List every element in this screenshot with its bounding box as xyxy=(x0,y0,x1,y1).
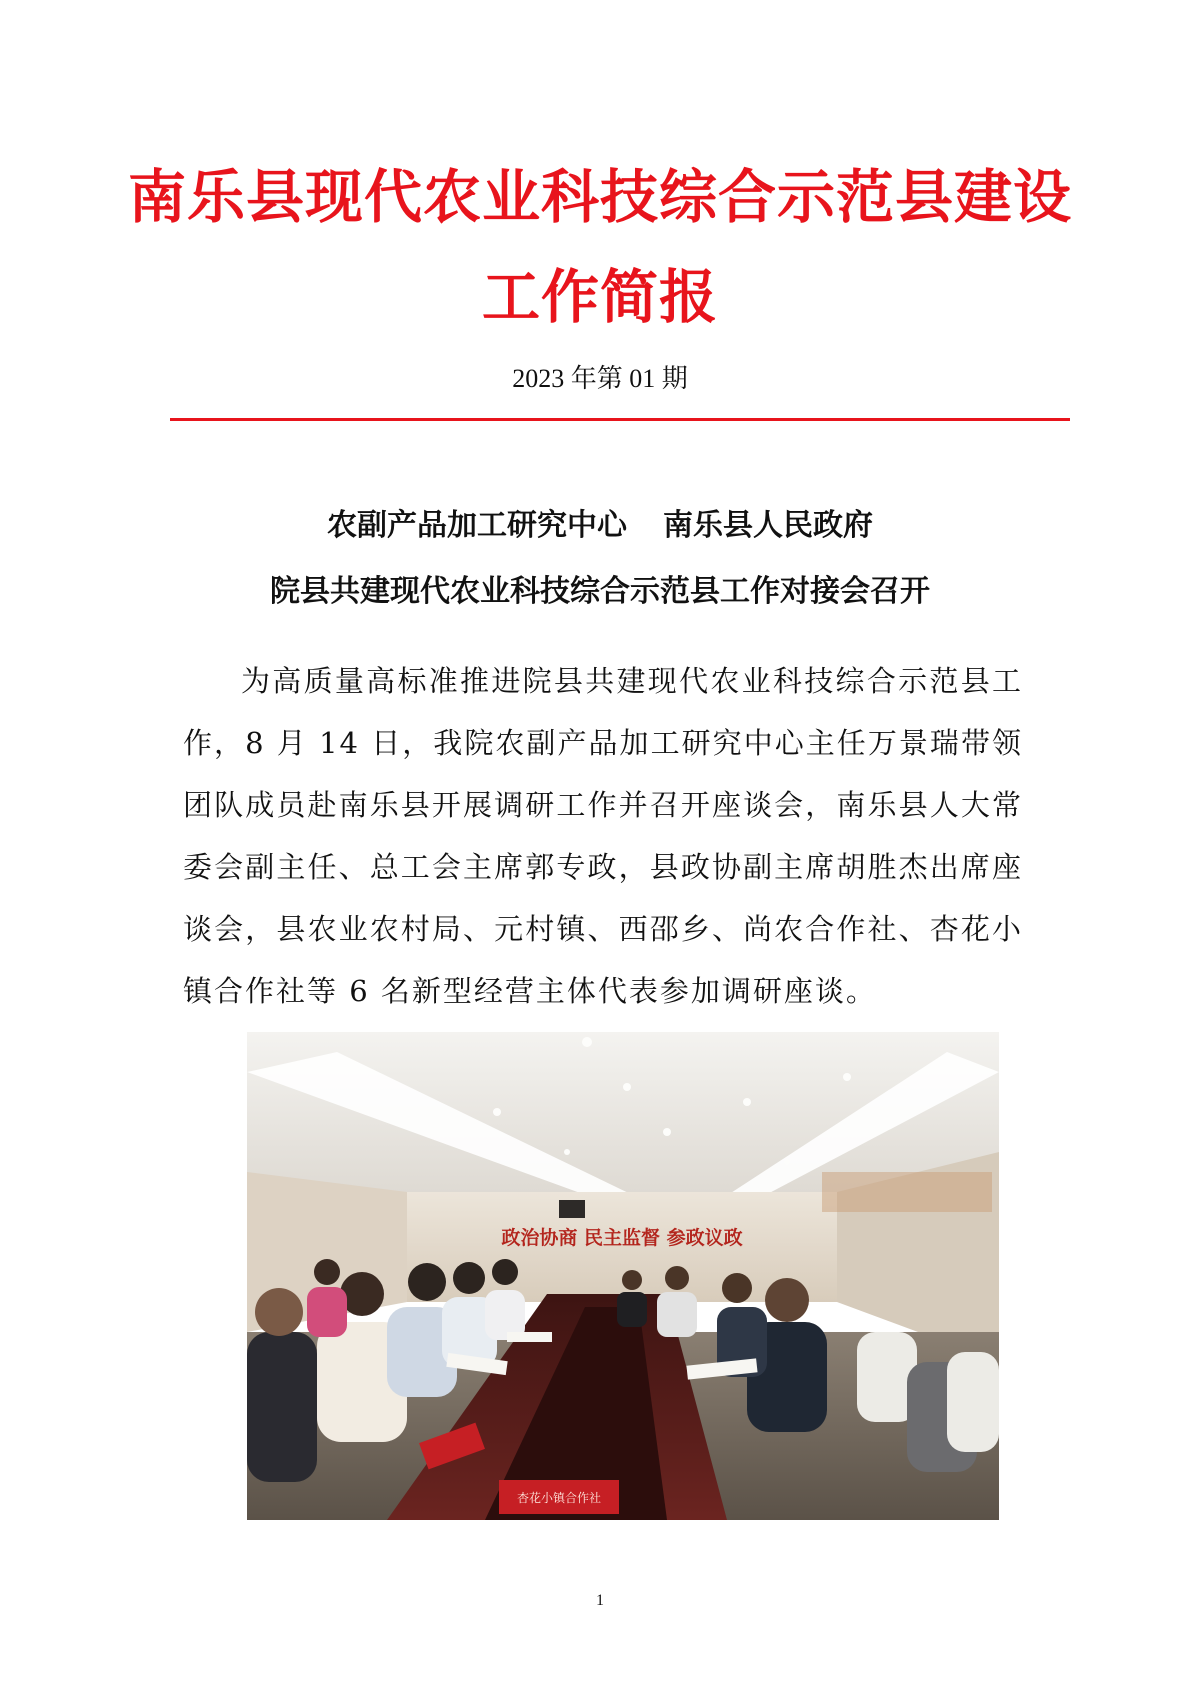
red-divider xyxy=(170,418,1070,421)
brief-title-line2: 工作简报 xyxy=(481,263,718,331)
wall-clock xyxy=(559,1200,585,1218)
wall-banner: 政治协商 民主监督 参政议政 xyxy=(501,1227,743,1249)
brief-title-line1: 南乐县现代农业科技综合示范县建设 xyxy=(127,163,1072,231)
headline-org-1: 农副产品加工研究中心 xyxy=(327,508,627,543)
nameplate-front-text: 杏花小镇合作社 xyxy=(516,1491,602,1505)
meeting-photo xyxy=(247,1032,999,1520)
issue-number: 2023 年第 01 期 xyxy=(512,364,688,393)
article-paragraph: 为高质量高标准推进院县共建现代农业科技综合示范县工作，8 月 14 日，我院农副产品加工研究中心主任万景瑞带领团队成员赴南乐县开展调研工作并召开座谈会，南乐县人大常委会副主任、总工会主席郭专政，县政协副主席胡胜杰出席座谈会，县农业农村局、元村镇、西邵乡、尚农合作社、杏花小镇合作社等 6 名新型经营主体代表参加调研座谈。 xyxy=(183,664,1023,1008)
headline-org-2: 南乐县人民政府 xyxy=(663,508,873,543)
article-headline-line1 xyxy=(0,500,1200,544)
page-number: 1 xyxy=(596,1592,604,1609)
right-wall-screen xyxy=(822,1172,992,1212)
article-headline-line2: 院县共建现代农业科技综合示范县工作对接会召开 xyxy=(270,574,930,609)
